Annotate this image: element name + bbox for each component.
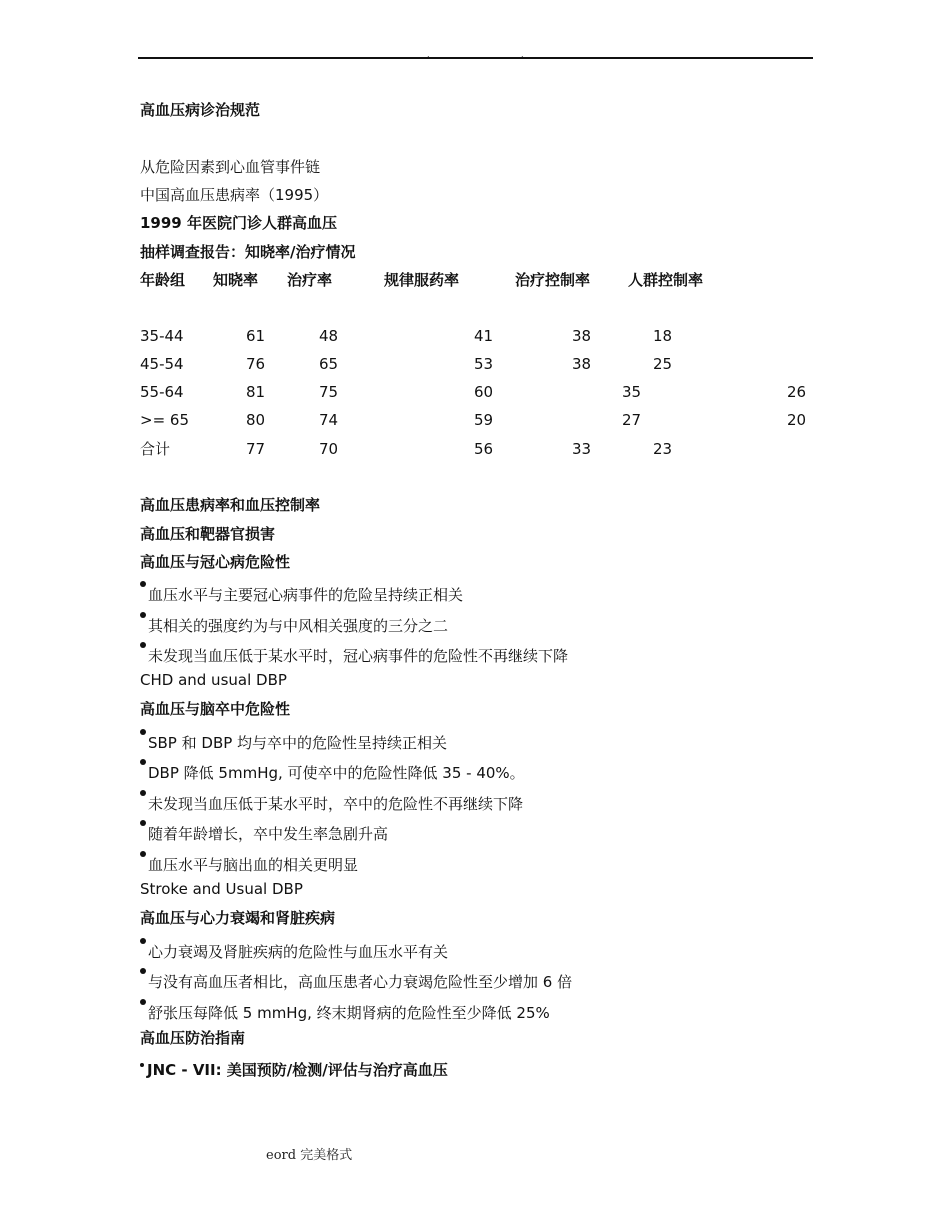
header-rule (138, 57, 813, 59)
section-heading-guidelines: 高血压防治指南 (140, 1029, 246, 1047)
table-cell-control: 38 (572, 355, 592, 373)
table-cell-group: 55-64 (140, 383, 184, 401)
table-cell-control: 38 (572, 327, 592, 345)
table-header-awareness: 知晓率 (213, 271, 259, 289)
table-cell-population: 20 (787, 411, 807, 429)
jnc-guideline-item: JNC - VII: 美国预防/检测/评估与治疗高血压 (147, 1061, 448, 1079)
page-footer: eord 完美格式 (266, 1148, 353, 1163)
table-cell-regular: 56 (474, 440, 494, 458)
table-header-regular: 规律服药率 (384, 271, 460, 289)
bullet-icon (140, 820, 146, 826)
table-cell-treatment: 65 (319, 355, 339, 373)
section-heading-target-organ: 高血压和靶器官损害 (140, 525, 276, 543)
bullet-icon (140, 642, 146, 648)
table-cell-awareness: 61 (246, 327, 266, 345)
table-header-population: 人群控制率 (628, 271, 704, 289)
table-header-control: 治疗控制率 (515, 271, 591, 289)
table-cell-regular: 59 (474, 411, 494, 429)
table-cell-treatment: 74 (319, 411, 339, 429)
table-cell-awareness: 81 (246, 383, 266, 401)
stroke-bullet-text: SBP 和 DBP 均与卒中的危险性呈持续正相关 (148, 734, 448, 752)
prevalence-line: 中国高血压患病率（1995） (140, 186, 329, 204)
hf-bullet-text: 心力衰竭及肾脏疾病的危险性与血压水平有关 (148, 943, 449, 961)
table-cell-awareness: 77 (246, 440, 266, 458)
table-cell-population: 23 (653, 440, 673, 458)
table-cell-awareness: 76 (246, 355, 266, 373)
header-dot-left: . (427, 50, 430, 59)
bullet-icon (140, 759, 146, 765)
bullet-icon (140, 729, 146, 735)
chd-bullet-text: 其相关的强度约为与中风相关强度的三分之二 (148, 617, 449, 635)
hf-bullet-text: 与没有高血压者相比，高血压患者心力衰竭危险性至少增加 6 倍 (148, 973, 573, 991)
table-cell-group: 合计 (140, 440, 171, 458)
stroke-bullet-text: 随着年龄增长，卒中发生率急剧升高 (148, 825, 389, 843)
table-cell-control: 27 (622, 411, 642, 429)
section-heading-heart-failure: 高血压与心力衰竭和肾脏疾病 (140, 909, 336, 927)
table-cell-control: 33 (572, 440, 592, 458)
bullet-icon (140, 612, 146, 618)
table-cell-population: 26 (787, 383, 807, 401)
section-heading-prevalence-control: 高血压患病率和血压控制率 (140, 496, 321, 514)
table-cell-regular: 60 (474, 383, 494, 401)
section-heading-chd: 高血压与冠心病危险性 (140, 553, 291, 571)
bullet-icon (140, 1063, 144, 1067)
survey-title-line1: 1999 年医院门诊人群高血压 (140, 214, 337, 232)
stroke-bullet-text: 未发现当血压低于某水平时，卒中的危险性不再继续下降 (148, 795, 524, 813)
hf-bullet-text: 舒张压每降低 5 mmHg, 终末期肾病的危险性至少降低 25% (148, 1004, 550, 1022)
stroke-figure-note: Stroke and Usual DBP (140, 880, 303, 898)
bullet-icon (140, 581, 146, 587)
table-cell-regular: 41 (474, 327, 494, 345)
table-header-age: 年龄组 (140, 271, 186, 289)
table-cell-treatment: 70 (319, 440, 339, 458)
risk-chain-line: 从危险因素到心血管事件链 (140, 158, 321, 176)
bullet-icon (140, 999, 146, 1005)
survey-title-line2: 抽样调查报告：知晓率/治疗情况 (140, 243, 356, 261)
table-cell-population: 25 (653, 355, 673, 373)
stroke-bullet-text: DBP 降低 5mmHg, 可使卒中的危险性降低 35 - 40%。 (148, 764, 525, 782)
document-title: 高血压病诊治规范 (140, 101, 261, 119)
table-cell-treatment: 75 (319, 383, 339, 401)
section-heading-stroke: 高血压与脑卒中危险性 (140, 700, 291, 718)
table-cell-awareness: 80 (246, 411, 266, 429)
stroke-bullet-text: 血压水平与脑出血的相关更明显 (148, 856, 359, 874)
chd-bullet-text: 未发现当血压低于某水平时，冠心病事件的危险性不再继续下降 (148, 647, 569, 665)
table-cell-population: 18 (653, 327, 673, 345)
bullet-icon (140, 790, 146, 796)
bullet-icon (140, 851, 146, 857)
table-header-treatment: 治疗率 (287, 271, 333, 289)
chd-bullet-text: 血压水平与主要冠心病事件的危险呈持续正相关 (148, 586, 464, 604)
table-cell-control: 35 (622, 383, 642, 401)
bullet-icon (140, 938, 146, 944)
table-cell-group: 45-54 (140, 355, 184, 373)
table-cell-treatment: 48 (319, 327, 339, 345)
bullet-icon (140, 968, 146, 974)
table-cell-group: 35-44 (140, 327, 184, 345)
chd-figure-note: CHD and usual DBP (140, 671, 287, 689)
header-dot-right: . (521, 50, 524, 59)
table-cell-group: >= 65 (140, 411, 189, 429)
table-cell-regular: 53 (474, 355, 494, 373)
